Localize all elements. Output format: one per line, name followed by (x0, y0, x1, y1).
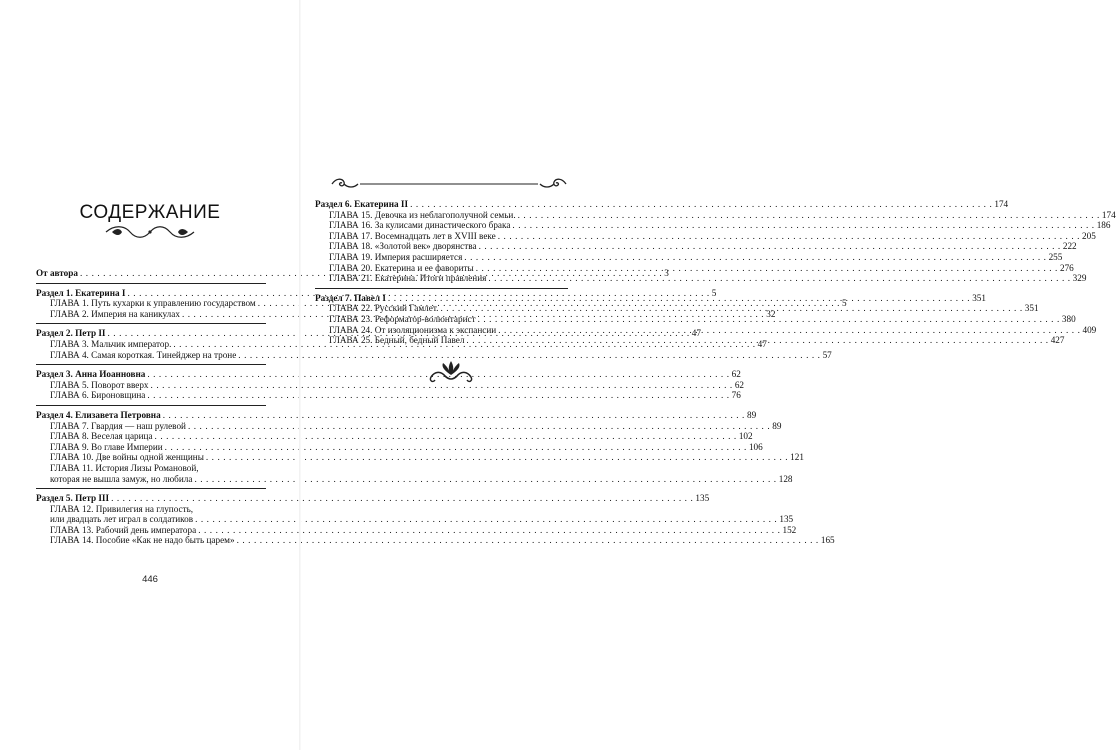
toc-chapter-row[interactable] (315, 241, 1077, 252)
toc-page-number: 329 (1072, 273, 1087, 284)
toc-entry-label: или двадцать лет играл в солдатиков (50, 514, 194, 525)
toc-entry-label: ГЛАВА 11. История Лизы Романовой, (50, 462, 199, 473)
toc-page-number: 135 (695, 493, 710, 504)
toc-entry-label: ГЛАВА 15. Девочка из неблагополучной семьи. (329, 209, 516, 220)
dot-leader (440, 303, 1022, 314)
toc-entry-label: ГЛАВА 17. Восемнадцать лет в XVIII веке (329, 230, 496, 241)
dot-leader (498, 325, 1080, 336)
toc-page-number: 351 (1024, 303, 1039, 314)
toc-section-row[interactable] (315, 199, 1009, 210)
toc-page-number: 62 (731, 369, 741, 380)
toc-chapter-row[interactable] (36, 420, 782, 432)
dot-leader (498, 231, 1080, 242)
divider-ornament-icon (330, 177, 568, 191)
toc-page-number: 276 (1059, 262, 1074, 273)
section-divider (36, 488, 266, 489)
toc-entry-label: ГЛАВА 1. Путь кухарки к управлению государством (50, 298, 256, 309)
toc-page-number: 102 (738, 431, 753, 442)
toc-chapter-row[interactable] (36, 390, 741, 401)
toc-page-number: 32 (766, 308, 776, 319)
toc-chapter-row[interactable] (36, 463, 266, 474)
toc-entry-label: ГЛАВА 12. Привилегия на глупость, (50, 503, 194, 514)
toc-page-number: 62 (734, 379, 744, 390)
toc-chapter-row[interactable] (36, 473, 793, 485)
toc-section-row[interactable] (36, 493, 710, 504)
toc-chapter-row[interactable] (36, 514, 794, 525)
dot-leader (476, 263, 1058, 274)
toc-entry-label: ГЛАВА 25. Бедный, бедный Павел (329, 335, 465, 346)
toc-chapter-row[interactable] (36, 431, 753, 442)
toc-page-number: 165 (820, 535, 835, 546)
toc-entry-label: ГЛАВА 9. Во главе Империи (50, 441, 163, 452)
toc-chapter-row[interactable] (315, 251, 1063, 263)
toc-entry-label: ГЛАВА 8. Веселая царица (50, 431, 153, 442)
toc-page-number: 205 (1082, 230, 1096, 241)
toc-chapter-row[interactable] (315, 220, 1111, 231)
toc-chapter-row[interactable] (315, 209, 1116, 221)
dot-leader (466, 335, 1048, 346)
toc-chapter-row[interactable] (36, 441, 763, 453)
toc-chapter-row[interactable] (315, 273, 1087, 284)
toc-entry-label: Раздел 6. Екатерина II (315, 199, 409, 209)
toc-chapter-row[interactable] (315, 262, 1074, 274)
toc-page-number: 409 (1082, 324, 1097, 335)
toc-entry-label: Раздел 2. Петр II (36, 328, 106, 339)
section-divider (36, 323, 266, 324)
toc-entry-label: ГЛАВА 18. «Золотой век» дворянства (329, 241, 477, 252)
toc-page-number: 106 (748, 441, 763, 452)
toc-entry-label: ГЛАВА 5. Поворот вверх (50, 379, 149, 390)
toc-entry-label: ГЛАВА 21. Екатерина. Итоги правления (329, 273, 487, 284)
toc-page-number: 89 (746, 409, 757, 420)
dot-leader (464, 252, 1046, 263)
toc-chapter-row[interactable] (36, 524, 797, 536)
toc-entry-label: ГЛАВА 7. Гвардия — наш рулевой (50, 420, 186, 431)
section-divider (315, 288, 568, 289)
toc-page-number: 3 (664, 268, 669, 278)
toc-section-row[interactable] (36, 409, 757, 421)
toc-chapter-row[interactable] (36, 379, 744, 391)
toc-entry-label: Раздел 1. Екатерина I (36, 287, 126, 298)
toc-entry-label: ГЛАВА 6. Бироновщина (50, 390, 146, 401)
dot-leader (518, 210, 1100, 221)
toc-chapter-row[interactable] (36, 349, 832, 361)
toc-entry-label: ГЛАВА 23. Реформатор-волюнтарист (329, 313, 476, 324)
toc-entry-label: ГЛАВА 24. От изоляционизма к экспансии (329, 324, 497, 335)
dot-leader (479, 241, 1061, 252)
toc-chapter-row[interactable] (36, 452, 804, 463)
toc-entry-label: ГЛАВА 19. Империя расширяется (329, 251, 463, 262)
toc-entry-label: ГЛАВА 14. Пособие «Как не надо быть царем» (50, 535, 235, 546)
toc-chapter-row[interactable] (315, 230, 1096, 242)
flourish-ornament-icon (102, 224, 198, 240)
toc-page-number: 47 (757, 338, 767, 349)
toc-entry-label: ГЛАВА 3. Мальчик император. (50, 338, 172, 349)
page-title: СОДЕРЖАНИЕ (79, 202, 221, 223)
toc-page-number: 5 (711, 287, 717, 298)
toc-entry-label: ГЛАВА 13. Рабочий день императора (50, 524, 197, 535)
toc-entry-label: ГЛАВА 22. Русский Гамлет. (329, 303, 439, 314)
toc-page-number: 351 (972, 292, 986, 303)
toc-page-number: 174 (1101, 209, 1116, 220)
toc-page-number: 89 (772, 420, 782, 431)
toc-page-number: 47 (691, 328, 701, 339)
toc-page-number: 255 (1048, 251, 1063, 262)
toc-entry-label: Раздел 3. Анна Иоанновна (36, 369, 146, 380)
toc-page-number: 57 (822, 349, 832, 360)
toc-page-number: 5 (842, 298, 847, 309)
dot-leader (410, 199, 992, 210)
toc-page-number: 128 (778, 473, 793, 484)
toc-entry-label: ГЛАВА 10. Две войны одной женщины (50, 452, 204, 463)
toc-page-number: 135 (779, 514, 794, 525)
toc-page-number: 222 (1062, 241, 1077, 252)
dot-leader (478, 314, 1060, 325)
toc-section-row[interactable] (315, 292, 986, 304)
toc-page-number: 76 (731, 390, 741, 401)
toc-entry-label: которая не вышла замуж, но любила (50, 473, 193, 484)
toc-entry-label: От автора (36, 268, 78, 278)
dot-leader (488, 273, 1070, 284)
toc-page-number: 380 (1061, 313, 1076, 324)
toc-entry-label: ГЛАВА 16. За кулисами династического брака (329, 220, 511, 231)
section-divider (36, 364, 266, 365)
toc-page-number: 152 (782, 524, 797, 535)
floral-ornament-icon (427, 357, 475, 385)
section-divider (36, 405, 266, 406)
toc-entry-label: Раздел 4. Елизавета Петровна (36, 409, 161, 420)
dot-leader (512, 220, 1094, 231)
section-divider (36, 283, 266, 284)
page-number: 446 (142, 574, 158, 585)
toc-entry-label: ГЛАВА 20. Екатерина и ее фавориты (329, 262, 474, 273)
toc-entry-label: ГЛАВА 4. Самая короткая. Тинейджер на троне (50, 349, 237, 360)
toc-entry-label: Раздел 7. Павел I (315, 292, 386, 303)
toc-page-number: 174 (994, 199, 1009, 209)
toc-chapter-row[interactable] (36, 535, 835, 546)
dot-leader (388, 293, 970, 304)
toc-section-row[interactable] (36, 369, 741, 380)
toc-chapter-row[interactable] (36, 504, 266, 515)
toc-page-number: 121 (790, 452, 804, 463)
toc-page-number: 186 (1096, 220, 1111, 231)
toc-entry-label: Раздел 5. Петр III (36, 493, 110, 504)
toc-entry-label: ГЛАВА 2. Империя на каникулах (50, 308, 180, 319)
toc-page-number: 427 (1050, 335, 1065, 346)
